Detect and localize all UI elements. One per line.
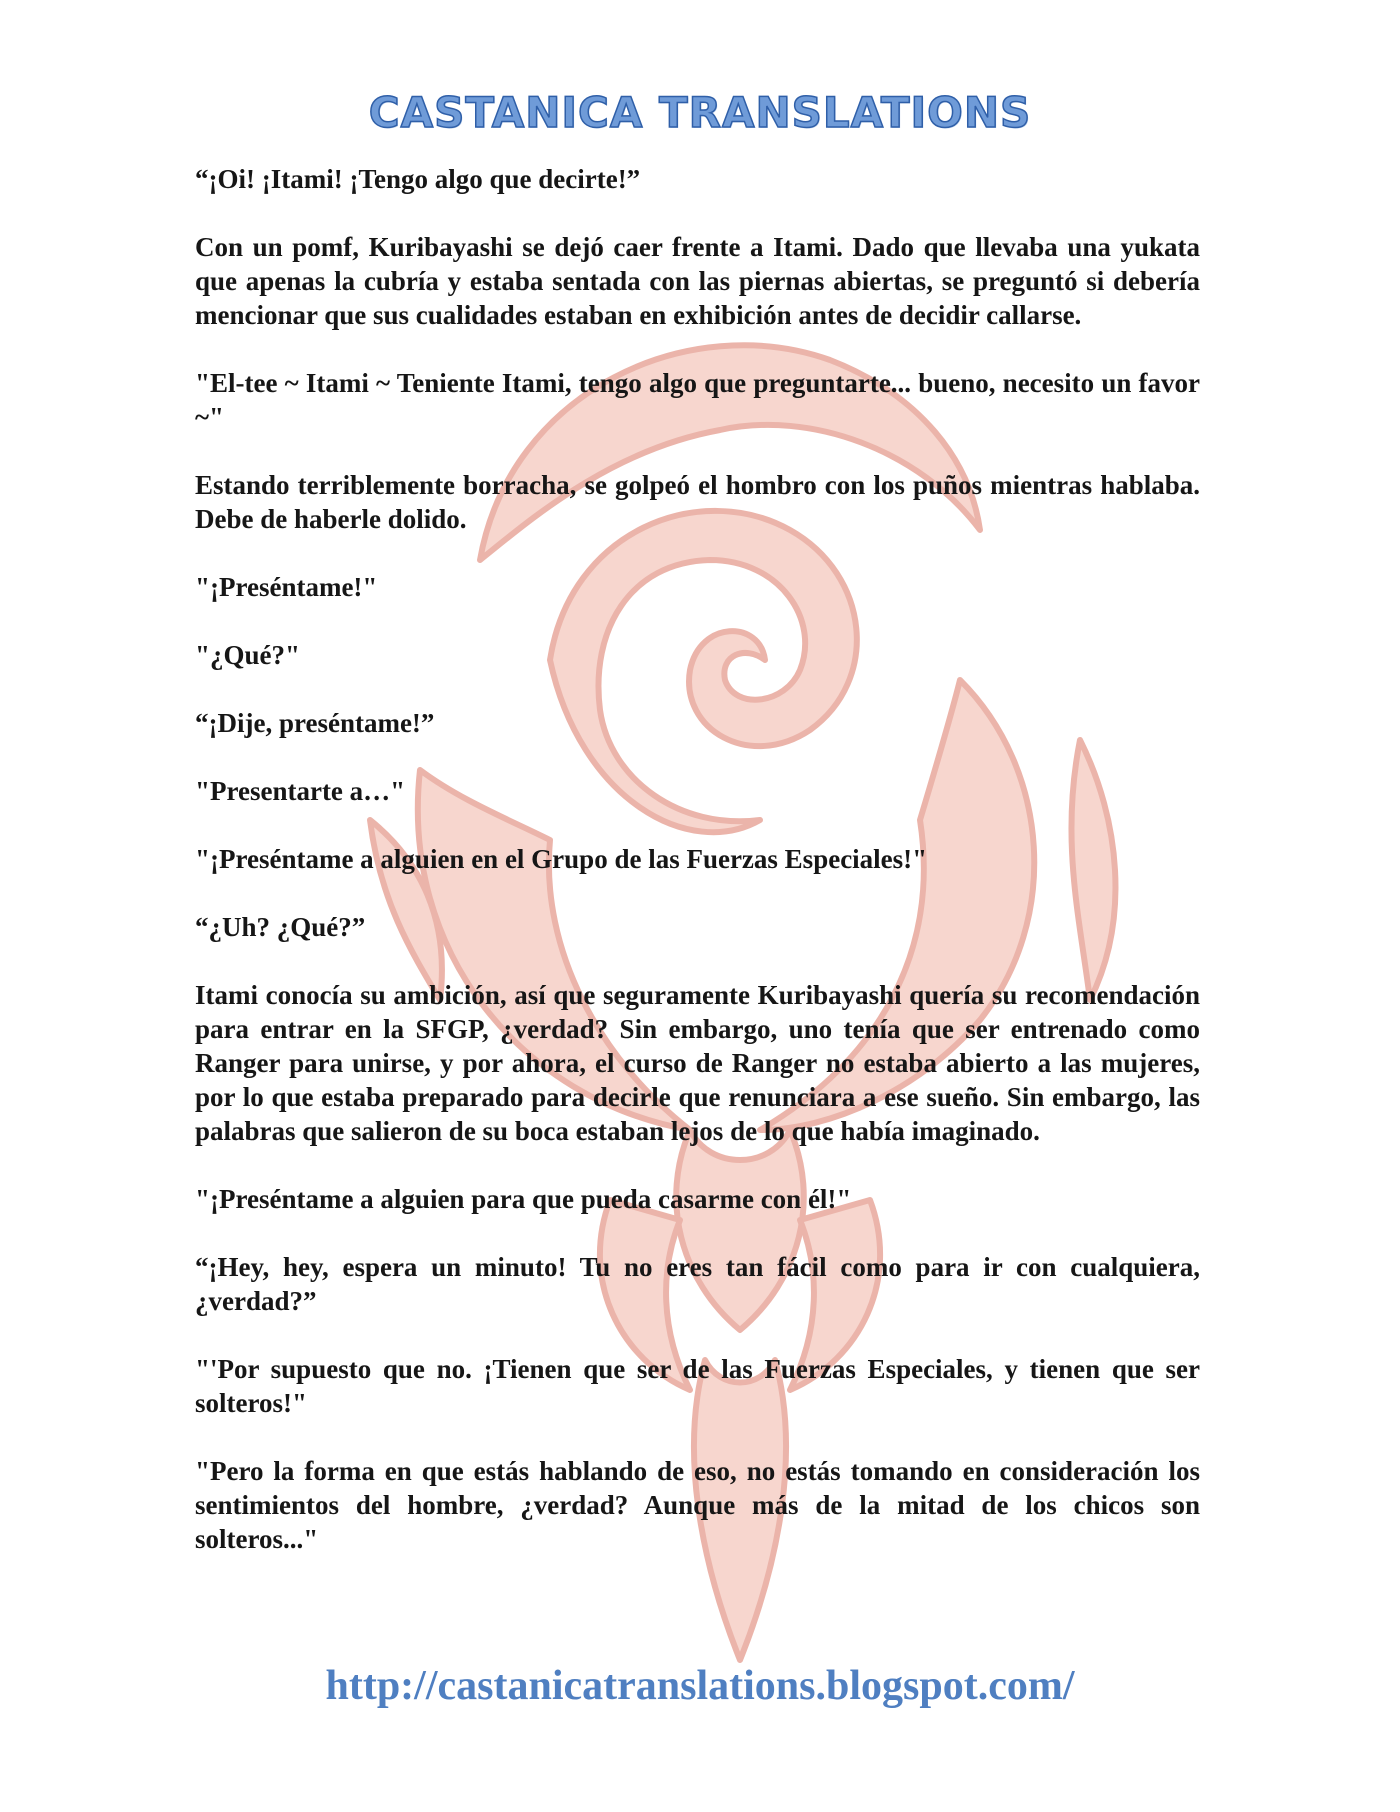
paragraph: "¿Qué?" [195,640,300,670]
paragraph: Estando terriblemente borracha, se golpeó el hombro con los puños mientras hablaba. Debe de haberle dolido. [195,470,1200,534]
document-body [195,162,1200,1590]
paragraph: "El-tee ~ Itami ~ Teniente Itami, tengo algo que preguntarte... bueno, necesito un favor ~" [195,368,1200,432]
page-header-title: CASTANICA TRANSLATIONS [368,88,1032,137]
paragraph: Itami conocía su ambición, así que seguramente Kuribayashi quería su recomendación para entrar en la SFGP, ¿verdad? Sin embargo, uno tenía que ser entrenado como Ranger para unirse, y por ahora, el curso de Ranger no estaba abierto a las mujeres, por lo que estaba preparado para decirle que renunciara a ese sueño. Sin embargo, las palabras que salieron de su boca estaban lejos de lo que había imaginado. [195,980,1200,1146]
paragraph: Con un pomf, Kuribayashi se dejó caer frente a Itami. Dado que llevaba una yukata que apenas la cubría y estaba sentada con las piernas abiertas, se preguntó si debería mencionar que sus cualidades estaban en exhibición antes de decidir callarse. [195,232,1200,330]
paragraph: "¡Preséntame!" [195,572,378,602]
footer-url-link[interactable]: http://castanicatranslations.blogspot.com/ [325,1663,1075,1709]
paragraph: “¡Oi! ¡Itami! ¡Tengo algo que decirte!” [195,164,641,194]
paragraph: "'Por supuesto que no. ¡Tienen que ser de las Fuerzas Especiales, y tienen que ser solteros!" [195,1354,1200,1418]
paragraph: "Presentarte a…" [195,776,406,806]
paragraph: “¡Hey, hey, espera un minuto! Tu no eres tan fácil como para ir con cualquiera, ¿verdad?” [195,1252,1200,1316]
paragraph: "¡Preséntame a alguien en el Grupo de las Fuerzas Especiales!" [195,844,928,874]
paragraph: “¿Uh? ¿Qué?” [195,912,366,942]
paragraph: "Pero la forma en que estás hablando de eso, no estás tomando en consideración los sentimientos del hombre, ¿verdad? Aunque más de la mitad de los chicos son solteros..." [195,1456,1200,1554]
paragraph: "¡Preséntame a alguien para que pueda casarme con él!" [195,1184,852,1214]
paragraph: “¡Dije, preséntame!” [195,708,435,738]
